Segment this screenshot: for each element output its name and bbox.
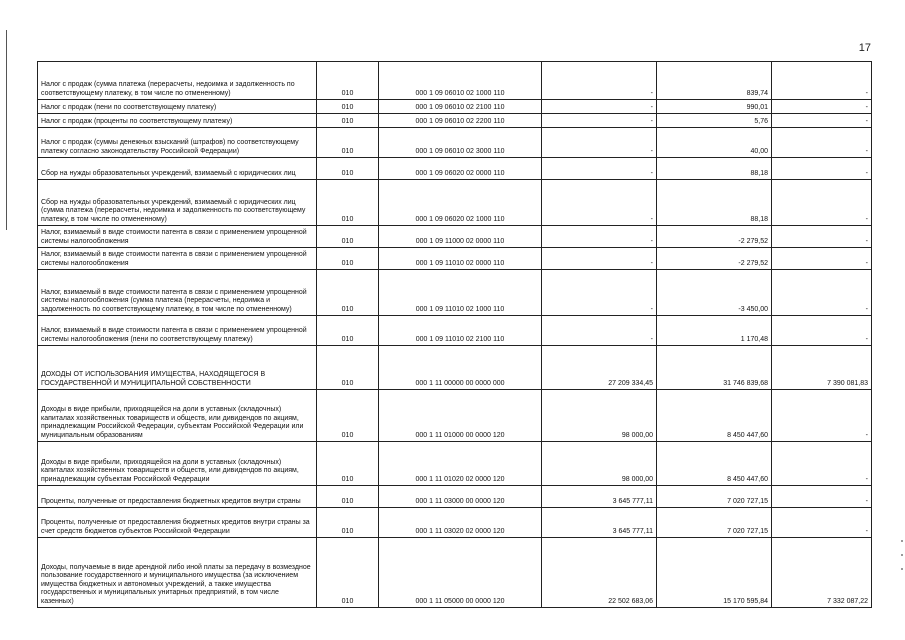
scan-specks bbox=[901, 540, 903, 600]
cell-executed: 1 170,48 bbox=[657, 316, 772, 346]
cell-name: Налог, взимаемый в виде стоимости патента в связи с применением упрощенной системы налогообложения bbox=[38, 226, 317, 248]
table-row bbox=[38, 270, 872, 316]
cell-code: 010 bbox=[317, 180, 379, 226]
table-row bbox=[38, 62, 872, 100]
cell-executed: 7 020 727,15 bbox=[657, 508, 772, 538]
cell-unexecuted: - bbox=[772, 442, 872, 486]
cell-unexecuted: - bbox=[772, 390, 872, 442]
cell-kbk: 000 1 09 11010 02 1000 110 bbox=[379, 270, 542, 316]
cell-unexecuted: - bbox=[772, 180, 872, 226]
cell-unexecuted: - bbox=[772, 128, 872, 158]
cell-code: 010 bbox=[317, 508, 379, 538]
cell-approved: 27 209 334,45 bbox=[542, 346, 657, 390]
table-row bbox=[38, 100, 872, 114]
cell-approved: - bbox=[542, 100, 657, 114]
cell-code: 010 bbox=[317, 62, 379, 100]
table-row bbox=[38, 538, 872, 608]
cell-kbk: 000 1 11 03000 00 0000 120 bbox=[379, 486, 542, 508]
cell-name: Налог с продаж (сумма платежа (перерасчеты, недоимка и задолженность по соответствующему платежу, в том числе по отмененному) bbox=[38, 62, 317, 100]
cell-code: 010 bbox=[317, 316, 379, 346]
page-number: 17 bbox=[858, 42, 871, 54]
cell-kbk: 000 1 09 06020 02 0000 110 bbox=[379, 158, 542, 180]
cell-name: Налог, взимаемый в виде стоимости патента в связи с применением упрощенной системы налогообложения (пени по соответствующему платежу) bbox=[38, 316, 317, 346]
cell-kbk: 000 1 11 03020 02 0000 120 bbox=[379, 508, 542, 538]
cell-executed: 5,76 bbox=[657, 114, 772, 128]
cell-code: 010 bbox=[317, 100, 379, 114]
cell-kbk: 000 1 11 01000 00 0000 120 bbox=[379, 390, 542, 442]
cell-unexecuted: - bbox=[772, 508, 872, 538]
cell-executed: -2 279,52 bbox=[657, 226, 772, 248]
table-row bbox=[38, 346, 872, 390]
cell-kbk: 000 1 09 11010 02 2100 110 bbox=[379, 316, 542, 346]
table-row bbox=[38, 180, 872, 226]
table-row bbox=[38, 158, 872, 180]
table-row bbox=[38, 128, 872, 158]
table-row bbox=[38, 226, 872, 248]
cell-approved: - bbox=[542, 270, 657, 316]
cell-code: 010 bbox=[317, 248, 379, 270]
cell-name: Сбор на нужды образовательных учреждений, взимаемый с юридических лиц (сумма платежа (перерасчеты, недоимка и задолженность по соответствующему платежу, в том числе по отмененному) bbox=[38, 180, 317, 226]
cell-code: 010 bbox=[317, 114, 379, 128]
cell-name: Налог с продаж (пени по соответствующему платежу) bbox=[38, 100, 317, 114]
cell-unexecuted: - bbox=[772, 62, 872, 100]
cell-unexecuted: - bbox=[772, 226, 872, 248]
cell-approved: - bbox=[542, 62, 657, 100]
cell-approved: 98 000,00 bbox=[542, 390, 657, 442]
cell-executed: 88,18 bbox=[657, 180, 772, 226]
revenue-table bbox=[37, 61, 872, 608]
cell-code: 010 bbox=[317, 226, 379, 248]
cell-name: Доходы в виде прибыли, приходящейся на доли в уставных (складочных) капиталах хозяйственных товариществ и обществ, или дивидендов по акциям, принадлежащим субъектам Российской Федерации bbox=[38, 442, 317, 486]
cell-approved: - bbox=[542, 180, 657, 226]
cell-kbk: 000 1 11 01020 02 0000 120 bbox=[379, 442, 542, 486]
cell-executed: 31 746 839,68 bbox=[657, 346, 772, 390]
cell-executed: -3 450,00 bbox=[657, 270, 772, 316]
cell-unexecuted: - bbox=[772, 248, 872, 270]
cell-code: 010 bbox=[317, 486, 379, 508]
cell-kbk: 000 1 11 00000 00 0000 000 bbox=[379, 346, 542, 390]
table-row bbox=[38, 316, 872, 346]
cell-approved: - bbox=[542, 114, 657, 128]
cell-unexecuted: - bbox=[772, 114, 872, 128]
cell-approved: - bbox=[542, 226, 657, 248]
cell-executed: 40,00 bbox=[657, 128, 772, 158]
cell-name: Налог с продаж (суммы денежных взысканий (штрафов) по соответствующему платежу согласно законодательству Российской Федерации) bbox=[38, 128, 317, 158]
cell-approved: - bbox=[542, 128, 657, 158]
cell-code: 010 bbox=[317, 346, 379, 390]
cell-kbk: 000 1 09 11010 02 0000 110 bbox=[379, 248, 542, 270]
cell-executed: 990,01 bbox=[657, 100, 772, 114]
cell-approved: 3 645 777,11 bbox=[542, 486, 657, 508]
cell-executed: -2 279,52 bbox=[657, 248, 772, 270]
left-margin-line bbox=[6, 30, 7, 230]
cell-code: 010 bbox=[317, 442, 379, 486]
cell-executed: 8 450 447,60 bbox=[657, 442, 772, 486]
cell-approved: 98 000,00 bbox=[542, 442, 657, 486]
cell-executed: 7 020 727,15 bbox=[657, 486, 772, 508]
cell-code: 010 bbox=[317, 390, 379, 442]
cell-name: Проценты, полученные от предоставления бюджетных кредитов внутри страны за счет средств бюджетов субъектов Российской Федерации bbox=[38, 508, 317, 538]
table-row bbox=[38, 508, 872, 538]
cell-name: ДОХОДЫ ОТ ИСПОЛЬЗОВАНИЯ ИМУЩЕСТВА, НАХОДЯЩЕГОСЯ В ГОСУДАРСТВЕННОЙ И МУНИЦИПАЛЬНОЙ СОБСТВЕННОСТИ bbox=[38, 346, 317, 390]
cell-executed: 15 170 595,84 bbox=[657, 538, 772, 608]
cell-name: Доходы в виде прибыли, приходящейся на доли в уставных (складочных) капиталах хозяйственных товариществ и обществ, или дивидендов по акциям, принадлежащим Российской Федерации, субъектам Российской Федерации или муниципальным образованиям bbox=[38, 390, 317, 442]
cell-unexecuted: - bbox=[772, 316, 872, 346]
table-row bbox=[38, 248, 872, 270]
revenue-table-body bbox=[38, 62, 872, 608]
cell-unexecuted: 7 390 081,83 bbox=[772, 346, 872, 390]
cell-name: Налог с продаж (проценты по соответствующему платежу) bbox=[38, 114, 317, 128]
cell-approved: - bbox=[542, 158, 657, 180]
cell-code: 010 bbox=[317, 270, 379, 316]
table-row bbox=[38, 486, 872, 508]
cell-kbk: 000 1 09 06010 02 1000 110 bbox=[379, 62, 542, 100]
table-row bbox=[38, 390, 872, 442]
cell-name: Доходы, получаемые в виде арендной либо иной платы за передачу в возмездное пользование государственного и муниципального имущества (за исключением имущества бюджетных и автономных учреждений, а также имущества государственных и муниципальных унитарных предприятий, в том числе казенных) bbox=[38, 538, 317, 608]
cell-unexecuted: - bbox=[772, 270, 872, 316]
cell-executed: 8 450 447,60 bbox=[657, 390, 772, 442]
cell-code: 010 bbox=[317, 158, 379, 180]
cell-name: Сбор на нужды образовательных учреждений, взимаемый с юридических лиц bbox=[38, 158, 317, 180]
cell-code: 010 bbox=[317, 128, 379, 158]
table-row bbox=[38, 114, 872, 128]
cell-approved: - bbox=[542, 248, 657, 270]
cell-kbk: 000 1 09 11000 02 0000 110 bbox=[379, 226, 542, 248]
cell-unexecuted: - bbox=[772, 100, 872, 114]
cell-unexecuted: 7 332 087,22 bbox=[772, 538, 872, 608]
cell-name: Налог, взимаемый в виде стоимости патента в связи с применением упрощенной системы налогообложения bbox=[38, 248, 317, 270]
cell-executed: 839,74 bbox=[657, 62, 772, 100]
cell-kbk: 000 1 09 06010 02 2200 110 bbox=[379, 114, 542, 128]
cell-executed: 88,18 bbox=[657, 158, 772, 180]
cell-approved: 3 645 777,11 bbox=[542, 508, 657, 538]
cell-unexecuted: - bbox=[772, 158, 872, 180]
table-row bbox=[38, 442, 872, 486]
cell-kbk: 000 1 11 05000 00 0000 120 bbox=[379, 538, 542, 608]
cell-kbk: 000 1 09 06020 02 1000 110 bbox=[379, 180, 542, 226]
cell-code: 010 bbox=[317, 538, 379, 608]
cell-approved: 22 502 683,06 bbox=[542, 538, 657, 608]
cell-name: Проценты, полученные от предоставления бюджетных кредитов внутри страны bbox=[38, 486, 317, 508]
cell-unexecuted: - bbox=[772, 486, 872, 508]
cell-approved: - bbox=[542, 316, 657, 346]
cell-kbk: 000 1 09 06010 02 2100 110 bbox=[379, 100, 542, 114]
cell-kbk: 000 1 09 06010 02 3000 110 bbox=[379, 128, 542, 158]
cell-name: Налог, взимаемый в виде стоимости патента в связи с применением упрощенной системы налогообложения (сумма платежа (перерасчеты, недоимка и задолженность по соответствующему платежу, в том числе по отмененному) bbox=[38, 270, 317, 316]
